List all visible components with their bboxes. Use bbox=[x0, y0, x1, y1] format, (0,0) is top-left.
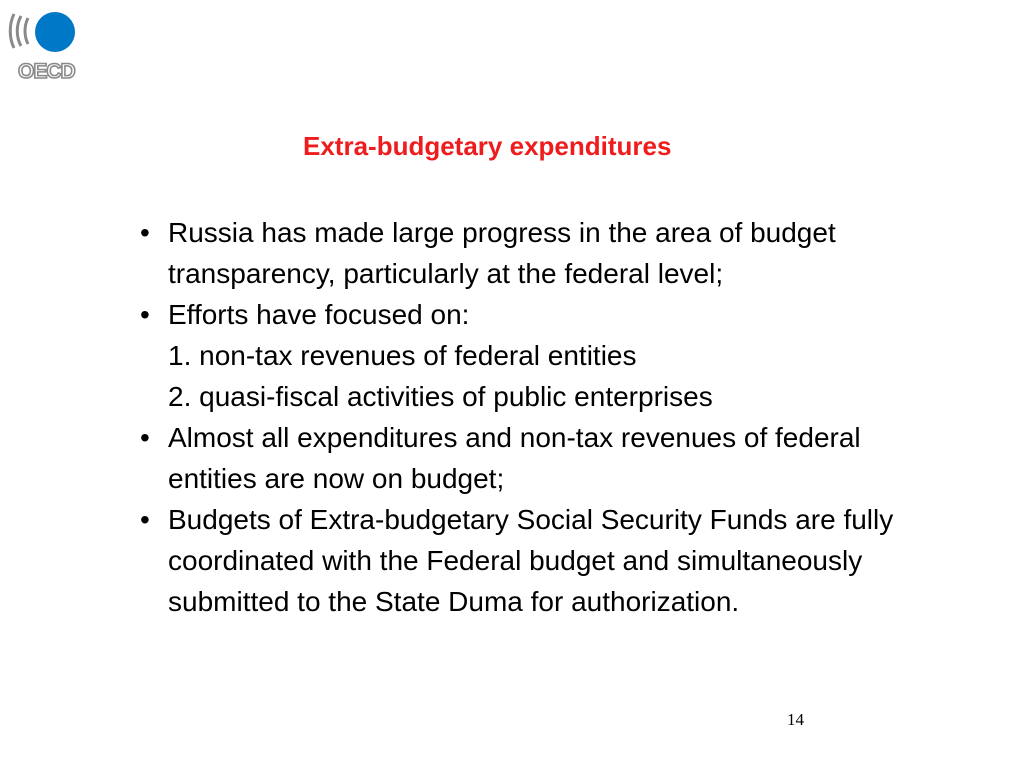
logo-text: OECD bbox=[18, 60, 75, 83]
page-number: 14 bbox=[787, 710, 804, 729]
bullet-item bbox=[140, 212, 940, 294]
bullet-item bbox=[140, 417, 940, 499]
oecd-logo-icon bbox=[8, 8, 80, 58]
bullet-icon: • bbox=[140, 504, 150, 535]
slide-title: Extra-budgetary expenditures bbox=[303, 131, 672, 161]
sub-item: 1. non-tax revenues of federal entities bbox=[168, 340, 637, 371]
sub-item: 2. quasi-fiscal activities of public enterprises bbox=[168, 381, 713, 412]
bullet-icon: • bbox=[140, 422, 150, 453]
bullet-text: Almost all expenditures and non-tax revenues of federal entities are now on budget; bbox=[168, 422, 861, 494]
slide-content bbox=[140, 212, 940, 622]
bullet-icon: • bbox=[140, 299, 150, 330]
bullet-icon: • bbox=[140, 217, 150, 248]
bullet-text: Efforts have focused on: bbox=[168, 299, 470, 330]
bullet-item bbox=[140, 499, 940, 622]
bullet-item bbox=[140, 294, 940, 335]
bullet-text: Russia has made large progress in the area of budget transparency, particularly at the federal level; bbox=[168, 217, 836, 289]
oecd-logo bbox=[8, 8, 80, 83]
bullet-text: Budgets of Extra-budgetary Social Security Funds are fully coordinated with the Federal budget and simultaneously submitted to the State Duma for authorization. bbox=[168, 504, 894, 617]
logo-blue-circle bbox=[35, 12, 75, 52]
